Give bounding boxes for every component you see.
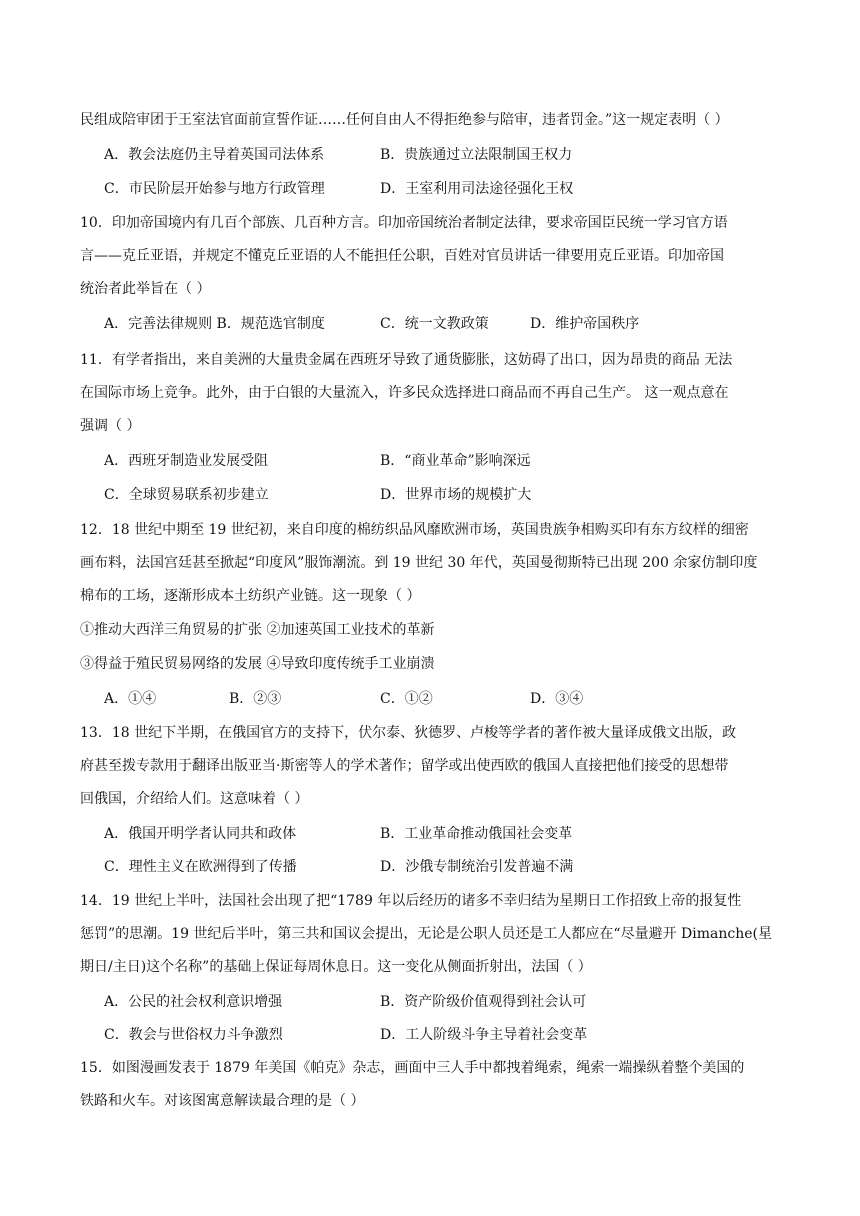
q11-option-a: A．西班牙制造业发展受阻 <box>104 453 269 469</box>
q12-option-b: B．②③ <box>229 691 282 707</box>
q14-option-a: A．公民的社会权利意识增强 <box>104 994 283 1010</box>
q14-line-2: 惩罚”的思潮。19 世纪后半叶，第三共和国议会提出，无论是公职人员还是工人都应在“尽量避开 Dimanche(星 <box>80 926 772 942</box>
q14-option-d: D．工人阶级斗争主导着社会变革 <box>380 1027 588 1043</box>
q10-option-d: D．维护帝国秩序 <box>530 316 640 332</box>
q11-option-d: D．世界市场的规模扩大 <box>380 487 532 503</box>
q13-option-c: C．理性主义在欧洲得到了传播 <box>104 859 297 875</box>
q9-text: 民组成陪审团于王室法官面前宣誓作证……任何自由人不得拒绝参与陪审，违者罚金。”这一规定表明（ ） <box>80 112 729 128</box>
q13-line-1: 13．18 世纪下半期，在俄国官方的支持下，伏尔泰、狄德罗、卢梭等学者的著作被大量译成俄文出版，政 <box>80 725 737 741</box>
q14-line-1: 14．19 世纪上半叶，法国社会出现了把“1789 年以后经历的诸多不幸归结为星期日工作招致上帝的报复性 <box>80 893 742 909</box>
q10-line-3: 统治者此举旨在（ ） <box>80 281 211 297</box>
q9-option-c: C．市民阶层开始参与地方行政管理 <box>104 181 325 197</box>
q10-line-2: 言——克丘亚语，并规定不懂克丘亚语的人不能担任公职，百姓对官员讲话一律要用克丘亚语。印加帝国 <box>80 248 724 264</box>
q14-line-3: 期日/主日)这个名称”的基础上保证每周休息日。这一变化从侧面折射出，法国（ ） <box>80 959 592 975</box>
q12-statement-1-2: ①推动大西洋三角贸易的扩张 ②加速英国工业技术的革新 <box>80 622 435 638</box>
q11-line-1: 11．有学者指出，来自美洲的大量贵金属在西班牙导致了通货膨胀，这妨碍了出口，因为昂贵的商品 无法 <box>80 352 733 368</box>
q13-option-a: A．俄国开明学者认同共和政体 <box>104 826 297 842</box>
q12-option-c: C．①② <box>380 691 433 707</box>
q13-line-3: 回俄国，介绍给人们。这意味着（ ） <box>80 791 309 807</box>
q13-option-d: D．沙俄专制统治引发普遍不满 <box>380 859 574 875</box>
q10-option-ab: A．完善法律规则 B．规范选官制度 <box>104 316 325 332</box>
q13-line-2: 府甚至拨专款用于翻译出版亚当·斯密等人的学术著作；留学或出使西欧的俄国人直接把他们接受的思想带 <box>80 758 729 774</box>
q12-line-1: 12．18 世纪中期至 19 世纪初，来自印度的棉纺织品风靡欧洲市场，英国贵族争相购买印有东方纹样的细密 <box>80 522 749 538</box>
q9-option-d: D．王室利用司法途径强化王权 <box>380 181 574 197</box>
q14-option-c: C．教会与世俗权力斗争激烈 <box>104 1027 283 1043</box>
q12-statement-3-4: ③得益于殖民贸易网络的发展 ④导致印度传统手工业崩溃 <box>80 656 435 672</box>
q10-option-c: C．统一文教政策 <box>380 316 489 332</box>
q14-option-b: B．资产阶级价值观得到社会认可 <box>380 994 587 1010</box>
q13-option-b: B．工业革命推动俄国社会变革 <box>380 826 573 842</box>
q11-option-c: C．全球贸易联系初步建立 <box>104 487 269 503</box>
q10-line-1: 10．印加帝国境内有几百个部族、几百种方言。印加帝国统治者制定法律，要求帝国臣民统一学习官方语 <box>80 215 728 231</box>
q12-option-a: A．①④ <box>104 691 157 707</box>
q15-line-2: 铁路和火车。对该图寓意解读最合理的是（ ） <box>80 1093 365 1109</box>
q15-line-1: 15．如图漫画发表于 1879 年美国《帕克》杂志，画面中三人手中都拽着绳索，绳索一端操纵着整个美国的 <box>80 1060 745 1076</box>
q12-line-2: 画布料，法国宫廷甚至掀起“印度风”服饰潮流。到 19 世纪 30 年代，英国曼彻斯特已出现 200 余家仿制印度 <box>80 555 758 571</box>
q12-line-3: 棉布的工场，逐渐形成本土纺织产业链。这一现象（ ） <box>80 588 421 604</box>
q9-option-b: B．贵族通过立法限制国王权力 <box>380 147 573 163</box>
q11-option-b: B．“商业革命”影响深远 <box>380 453 531 469</box>
q11-line-2: 在国际市场上竞争。此外，由于白银的大量流入，许多民众选择进口商品而不再自己生产。 这一观点意在 <box>80 385 729 401</box>
q12-option-d: D．③④ <box>530 691 584 707</box>
q11-line-3: 强调（ ） <box>80 418 141 434</box>
q9-option-a: A．教会法庭仍主导着英国司法体系 <box>104 147 325 163</box>
